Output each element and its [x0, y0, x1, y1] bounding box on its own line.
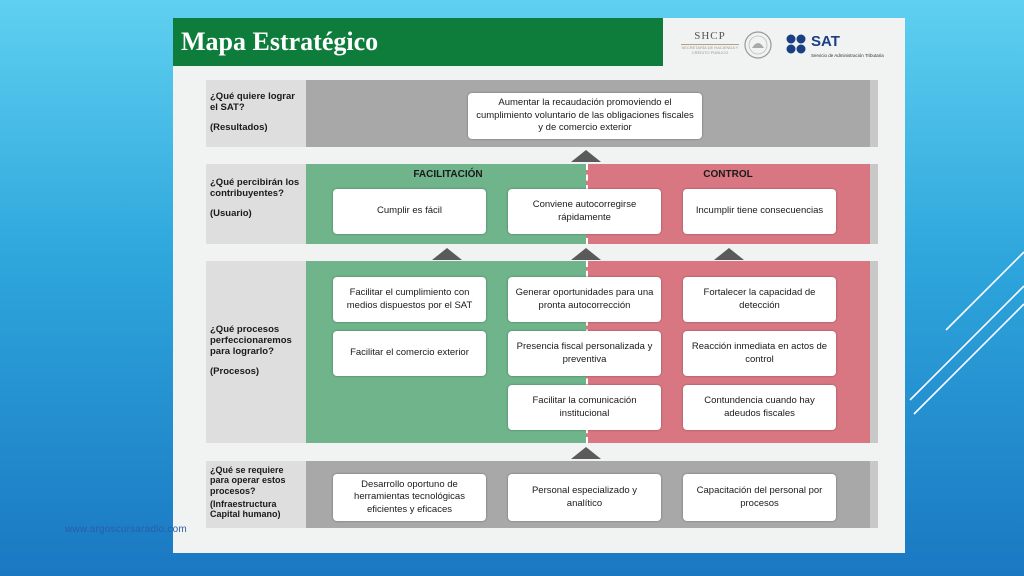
- infraestructura-row-label: [206, 461, 306, 528]
- resultados-question: ¿Qué quiere lograr el SAT?: [210, 91, 295, 113]
- resultados-row-tail: [870, 80, 878, 147]
- procesos-box-contundencia: Contundencia cuando hay adeudos fiscales: [683, 385, 836, 430]
- resultados-box: Aumentar la recaudación promoviendo el cumplimiento voluntario de las obligaciones fiscales y de comercio exterior: [468, 93, 702, 139]
- infraestructura-box-capacitacion: Capacitación del personal por procesos: [683, 474, 836, 521]
- infraestructura-box-personal: Personal especializado y analítico: [508, 474, 661, 521]
- page-title: Mapa Estratégico: [173, 18, 663, 66]
- sat-logo-text: SAT: [811, 33, 840, 50]
- infraestructura-question: ¿Qué se requiere para operar estos procesos?: [210, 465, 286, 496]
- arrow-up-icon: [571, 150, 601, 162]
- procesos-box-comercio-exterior: Facilitar el comercio exterior: [333, 331, 486, 376]
- arrow-up-icon: [571, 248, 601, 260]
- procesos-box-comunicacion: Facilitar la comunicación institucional: [508, 385, 661, 430]
- infraestructura-box-herramientas: Desarrollo oportuno de herramientas tecnológicas eficientes y eficaces: [333, 474, 486, 521]
- control-heading: CONTROL: [703, 169, 753, 180]
- usuario-row-tail: [870, 164, 878, 244]
- facilitacion-heading: FACILITACIÓN: [413, 169, 483, 180]
- usuario-question: ¿Qué percibirán los contribuyentes?: [210, 177, 300, 199]
- procesos-box-deteccion: Fortalecer la capacidad de detección: [683, 277, 836, 322]
- usuario-box-1: Cumplir es fácil: [333, 189, 486, 234]
- procesos-box-autocorreccion: Generar oportunidades para una pronta autocorrección: [508, 277, 661, 322]
- decorative-lines: [890, 240, 1024, 440]
- procesos-row-label: [206, 261, 306, 443]
- mexico-seal-icon: [743, 30, 773, 60]
- watermark-text: www.argoscursaradio.com: [65, 524, 187, 535]
- resultados-tag: (Resultados): [210, 121, 268, 133]
- procesos-box-reaccion: Reacción inmediata en actos de control: [683, 331, 836, 376]
- header-logos: [673, 24, 901, 64]
- procesos-tag: (Procesos): [210, 365, 260, 377]
- sat-logo-subtitle: Servicio de Administración Tributaria: [811, 53, 884, 58]
- shcp-logo-subtitle: SECRETARÍA DE HACIENDA Y CRÉDITO PÚBLICO: [681, 45, 739, 55]
- infraestructura-row-tail: [870, 461, 878, 528]
- procesos-row-tail: [870, 261, 878, 443]
- arrow-up-icon: [571, 447, 601, 459]
- usuario-row-label: [206, 164, 306, 244]
- arrow-up-icon: [714, 248, 744, 260]
- arrow-up-icon: [432, 248, 462, 260]
- usuario-box-2: Conviene autocorregirse rápidamente: [508, 189, 661, 234]
- usuario-tag: (Usuario): [210, 207, 252, 219]
- procesos-question: ¿Qué procesos perfeccionaremos para lograrlo?: [210, 324, 292, 357]
- shcp-logo: [681, 30, 739, 55]
- usuario-box-3: Incumplir tiene consecuencias: [683, 189, 836, 234]
- shcp-logo-text: SHCP: [694, 30, 726, 42]
- strategic-map-slide: [173, 18, 905, 553]
- sat-dots-icon: [785, 33, 807, 55]
- resultados-row-label: [206, 80, 306, 147]
- procesos-box-facilitar-cumplimiento: Facilitar el cumplimiento con medios dispuestos por el SAT: [333, 277, 486, 322]
- infraestructura-tag: (Infraestructura Capital humano): [210, 499, 281, 520]
- procesos-box-presencia-fiscal: Presencia fiscal personalizada y preventiva: [508, 331, 661, 376]
